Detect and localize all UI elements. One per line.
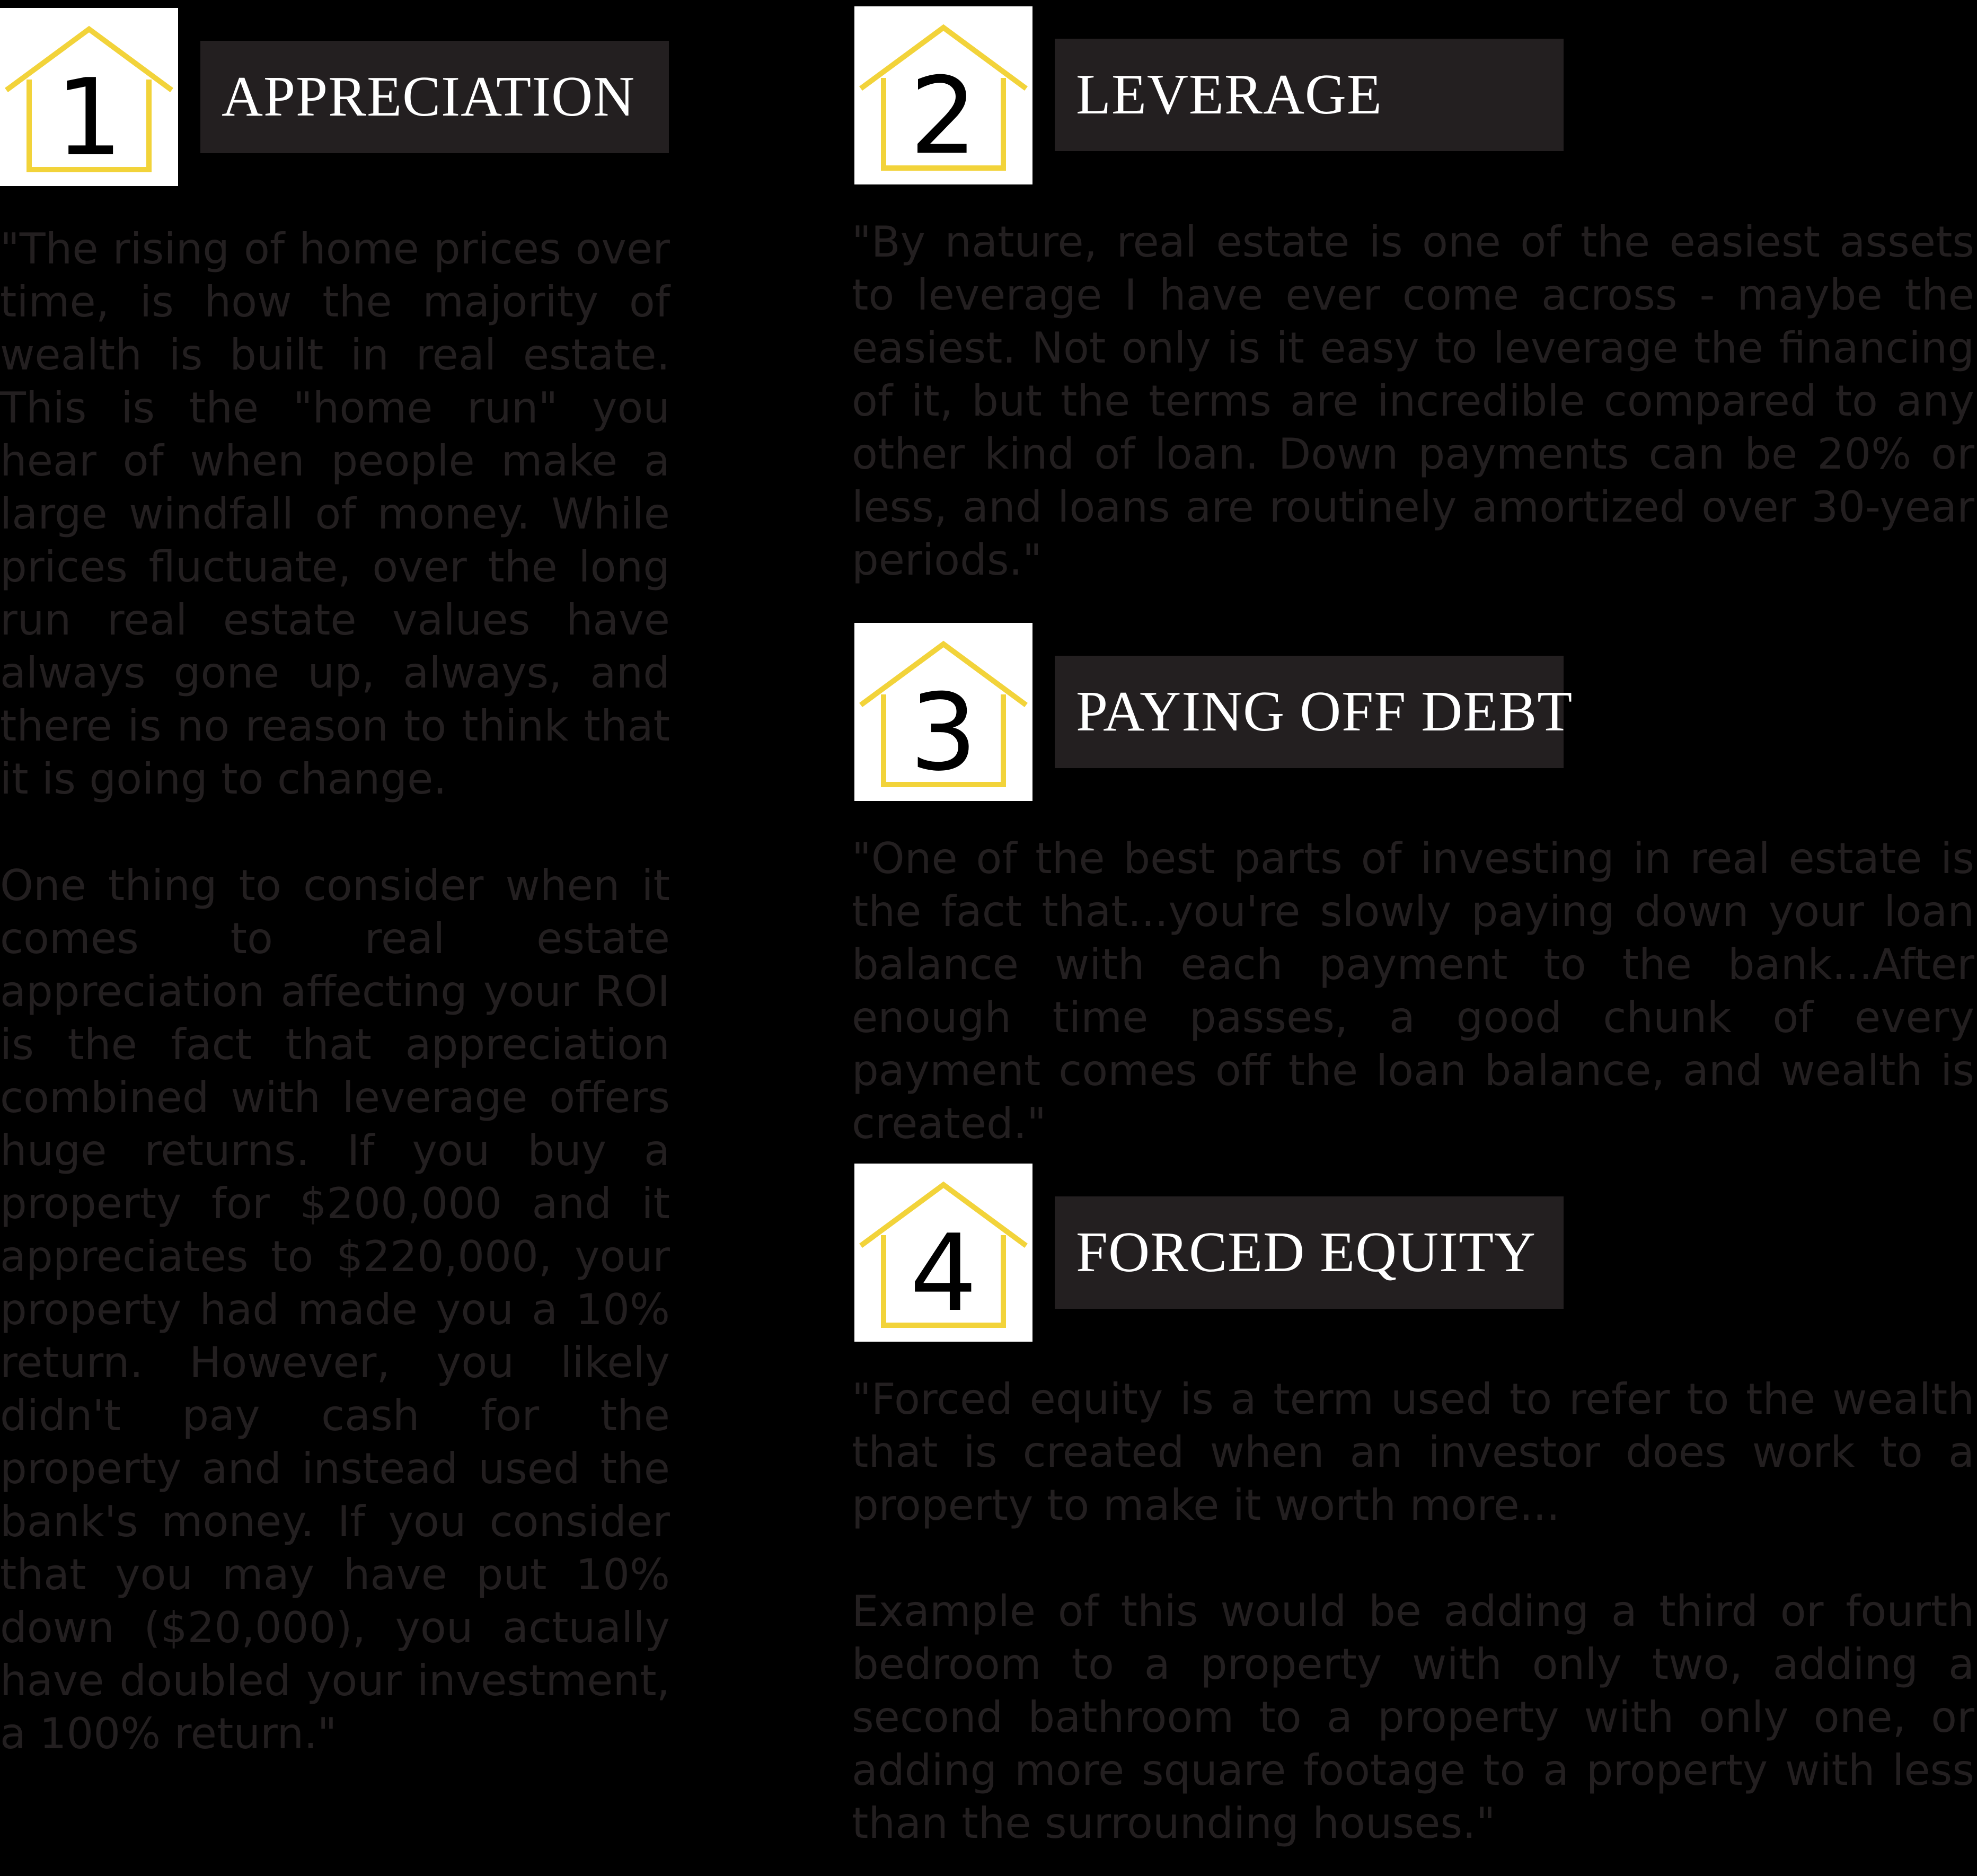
section-title: PAYING OFF DEBT <box>1076 680 1573 743</box>
section-paragraph: One thing to consider when it comes to real estate appreciation affecting your ROI is the fact that appreciation combined with leverage offers huge returns. If you buy a property for $200,000 and it appreciates to $220,000, your property had made you a 10% return. However, you likely didn't pay cash for the property and instead used the bank's money. If you consider that you may have put 10% down ($20,000), you actually have doubled your investment, a 100% return." <box>0 861 670 1758</box>
house-number-icon-2 <box>854 6 1032 184</box>
section-title-bar <box>1055 39 1564 151</box>
house-number-icon-1 <box>0 8 178 186</box>
house-number-icon-3 <box>854 623 1032 801</box>
section-paragraph: Example of this would be adding a third or fourth bedroom to a property with only two, adding a second bathroom to a property with only one, or adding more square footage to a property with less than the surrounding houses." <box>852 1587 1974 1848</box>
section-number: 2 <box>910 55 977 178</box>
section-paragraph: "By nature, real estate is one of the easiest assets to leverage I have ever come across - maybe the easiest. Not only is it easy to leverage the financing of it, but the terms are incredible compared to any other kind of loan. Down payments can be 20% or less, and loans are routinely amortized over 30-year periods." <box>852 217 1974 585</box>
section-title: LEVERAGE <box>1076 63 1382 126</box>
section-number: 1 <box>55 56 123 180</box>
section-number: 3 <box>910 671 977 795</box>
section-number: 4 <box>910 1212 977 1335</box>
section-title-bar <box>200 41 669 153</box>
section-paragraph: "The rising of home prices over time, is how the majority of wealth is built in real estate. This is the "home run" you hear of when people make a large windfall of money. While prices fluctuate, over the long run real estate values have always gone up, always, and there is no reason to think that it is going to change. <box>0 224 670 804</box>
section-title: FORCED EQUITY <box>1076 1221 1536 1284</box>
house-number-icon-4 <box>854 1164 1032 1342</box>
section-title-bar <box>1055 1196 1564 1309</box>
section-paragraph: "One of the best parts of investing in real estate is the fact that...you're slowly paying down your loan balance with each payment to the bank...After enough time passes, a good chunk of every payment comes off the loan balance, and wealth is created." <box>852 834 1974 1148</box>
section-title: APPRECIATION <box>222 65 636 128</box>
section-title-bar <box>1055 656 1573 768</box>
section-paragraph: "Forced equity is a term used to refer to the wealth that is created when an investor does work to a property to make it worth more... <box>852 1375 1974 1530</box>
